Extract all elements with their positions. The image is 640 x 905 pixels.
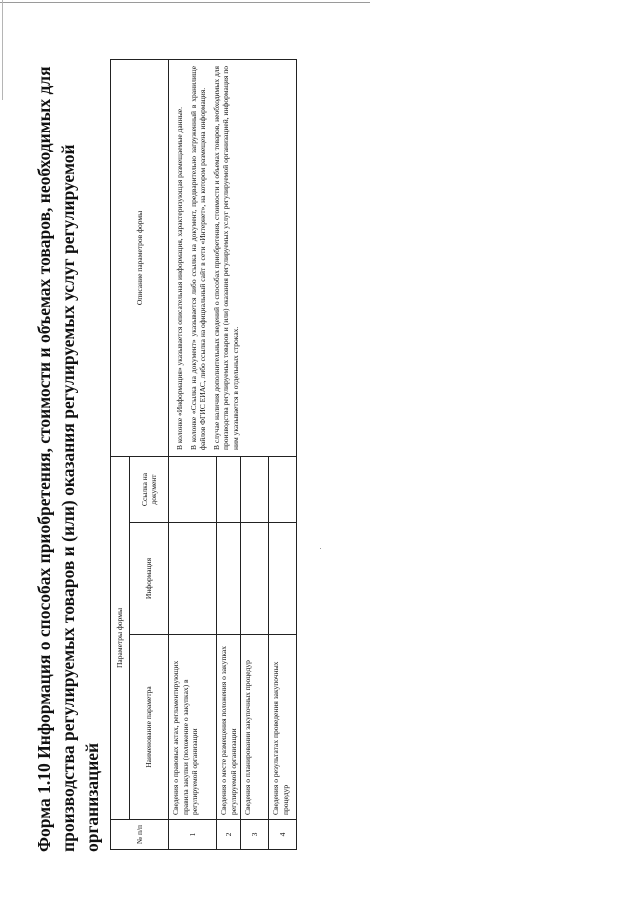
row-info-cell xyxy=(269,523,297,635)
row-number: 3 xyxy=(241,820,269,850)
form-table xyxy=(110,59,297,850)
form-table-wrapper xyxy=(110,59,297,850)
row-number: 1 xyxy=(169,820,217,850)
description-cell xyxy=(169,60,297,457)
scan-edge-left xyxy=(2,0,3,100)
row-doc-link-cell xyxy=(269,457,297,523)
row-param-name: Сведения о планировании закупочных процедур xyxy=(241,635,269,820)
row-number: 4 xyxy=(269,820,297,850)
header-doc-link: Ссылка на документ xyxy=(130,457,169,523)
row-info-cell xyxy=(241,523,269,635)
description-paragraph-2: В колонке «Ссылка на документ» указывается либо ссылка на документ, предварительно загруженный в хранилище файлов ФГИС ЕИАС, либо ссылка на официальный сайт в сети «Интернет», на котором размещена информация. xyxy=(188,66,207,450)
header-description: Описание параметров формы xyxy=(111,60,169,457)
rotated-page xyxy=(20,0,630,890)
row-doc-link-cell xyxy=(241,457,269,523)
header-info: Информация xyxy=(130,523,169,635)
row-doc-link-cell xyxy=(217,457,241,523)
row-param-name: Сведения о правовых актах, регламентирующих правила закупки (положение о закупках) в регулируемой организации xyxy=(169,635,217,820)
row-param-name: Сведения о месте размещения положения о закупках регулируемой организации xyxy=(217,635,241,820)
row-number: 2 xyxy=(217,820,241,850)
form-title: Форма 1.10 Информация о способах приобретения, стоимости и объемах товаров, необходимых для производства регулируемых товаров и (или) оказания регулируемых услуг регулируемой организацией xyxy=(34,66,102,852)
row-info-cell xyxy=(169,523,217,635)
header-params-group: Параметры формы xyxy=(111,457,130,820)
description-paragraph-3: В случае наличия дополнительных сведений о способах приобретения, стоимости и объемах товаров, необходимых для производства регулируемых товаров и (или) оказания регулируемых услуг регулируемой организацией, информация по ним указывается в отдельных строках. xyxy=(211,66,240,450)
row-doc-link-cell xyxy=(169,457,217,523)
header-num: № п/п xyxy=(111,820,169,850)
description-paragraph-1: В колонке «Информация» указывается описательная информация, характеризующая размещаемые данные. xyxy=(175,107,184,450)
header-param-name: Наименование параметра xyxy=(130,635,169,820)
row-param-name: Сведения о результатах проведения закупочных процедур xyxy=(269,635,297,820)
header-row-1 xyxy=(111,60,130,850)
table-row xyxy=(169,60,217,850)
row-info-cell xyxy=(217,523,241,635)
